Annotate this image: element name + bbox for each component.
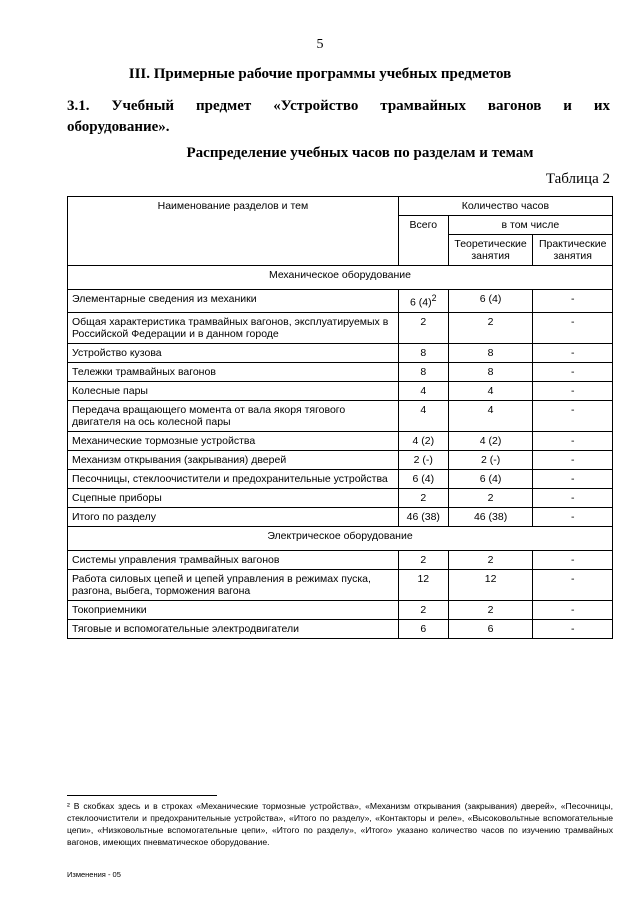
footnote: ² В скобках здесь и в строках «Механические тормозные устройства», «Механизм открывания (закрывания) дверей», «Песочницы, стеклоочистители и предохранительные устройства», «Итого по разделу», «Контакторы и реле», «Высоковольтные вспомогательные цепи», «Низковольтные вспомогательные цепи», «Итого по разделу», «Итого» указано количество часов по изучению трамвайных вагонов, имеющих пневматическое оборудование.	[67, 801, 613, 847]
row-name: Сцепные приборы	[68, 488, 399, 507]
row-total-value: 4	[420, 403, 427, 416]
row-total-value: 12	[417, 572, 430, 585]
row-theory: 6	[448, 619, 533, 638]
subject-title-line2: оборудование».	[67, 119, 170, 135]
table-row	[68, 569, 613, 600]
row-total-value: 6	[420, 622, 427, 635]
row-name: Токоприемники	[68, 600, 399, 619]
row-practice: -	[533, 290, 613, 313]
row-total	[398, 312, 448, 343]
row-practice: -	[533, 343, 613, 362]
row-name: Итого по разделу	[68, 507, 399, 526]
row-practice: -	[533, 600, 613, 619]
table-row	[68, 312, 613, 343]
table-row	[68, 400, 613, 431]
row-theory: 2	[448, 600, 533, 619]
distribution-title: Распределение учебных часов по разделам и темам	[186, 145, 534, 161]
row-total	[398, 362, 448, 381]
row-total-value: 46 (38)	[406, 510, 440, 523]
row-total-value: 4	[420, 384, 427, 397]
row-total-value: 8	[420, 365, 427, 378]
row-name: Элементарные сведения из механики	[68, 290, 399, 313]
row-theory: 2	[448, 488, 533, 507]
table-row	[68, 431, 613, 450]
row-total	[398, 450, 448, 469]
hours-table	[67, 196, 613, 639]
row-practice: -	[533, 381, 613, 400]
page-number: 5	[316, 37, 324, 52]
row-theory: 12	[448, 569, 533, 600]
row-practice: -	[533, 469, 613, 488]
header-name: Наименование разделов и тем	[68, 197, 399, 266]
row-theory: 2	[448, 312, 533, 343]
table-row	[68, 600, 613, 619]
row-practice: -	[533, 550, 613, 569]
row-total-value: 2 (-)	[413, 453, 433, 466]
row-total	[398, 507, 448, 526]
row-name: Колесные пары	[68, 381, 399, 400]
row-total	[398, 469, 448, 488]
row-name: Общая характеристика трамвайных вагонов, эксплуатируемых в Российской Федерации и в данном городе	[68, 312, 399, 343]
row-name: Механические тормозные устройства	[68, 431, 399, 450]
row-name: Устройство кузова	[68, 343, 399, 362]
table-row	[68, 550, 613, 569]
row-total-value: 2	[420, 553, 427, 566]
table-row	[68, 488, 613, 507]
row-practice: -	[533, 400, 613, 431]
header-total: Всего	[398, 216, 448, 266]
row-total	[398, 569, 448, 600]
table-row	[68, 450, 613, 469]
row-total-value: 6 (4)	[410, 296, 432, 309]
table-row	[68, 469, 613, 488]
row-theory: 4	[448, 381, 533, 400]
subject-title-line1: 3.1. Учебный предмет «Устройство трамвайных вагонов и их	[67, 98, 610, 114]
row-total-value: 6 (4)	[412, 472, 435, 485]
row-name: Передача вращающего момента от вала якоря тягового двигателя на ось колесной пары	[68, 400, 399, 431]
section-title-cell: Механическое оборудование	[68, 266, 613, 290]
row-practice: -	[533, 450, 613, 469]
changes-label: Изменения - 05	[67, 870, 121, 879]
row-total	[398, 381, 448, 400]
row-practice: -	[533, 569, 613, 600]
header-including: в том числе	[448, 216, 612, 235]
row-theory: 4	[448, 400, 533, 431]
row-total	[398, 400, 448, 431]
footnote-rule	[67, 795, 217, 796]
row-practice: -	[533, 619, 613, 638]
table-row	[68, 507, 613, 526]
section-title: III. Примерные рабочие программы учебных предметов	[128, 66, 512, 82]
row-theory: 6 (4)	[448, 290, 533, 313]
row-name: Системы управления трамвайных вагонов	[68, 550, 399, 569]
row-total-value: 2	[420, 603, 427, 616]
row-name: Тяговые и вспомогательные электродвигатели	[68, 619, 399, 638]
row-total	[398, 343, 448, 362]
header-theory: Теоретические занятия	[448, 235, 533, 266]
section-row	[68, 526, 613, 550]
row-total	[398, 619, 448, 638]
section-row	[68, 266, 613, 290]
row-theory: 8	[448, 362, 533, 381]
row-total	[398, 290, 448, 313]
row-practice: -	[533, 362, 613, 381]
row-theory: 6 (4)	[448, 469, 533, 488]
row-theory: 2 (-)	[448, 450, 533, 469]
header-quantity: Количество часов	[398, 197, 612, 216]
section-title-cell: Электрическое оборудование	[68, 526, 613, 550]
row-theory: 2	[448, 550, 533, 569]
row-name: Механизм открывания (закрывания) дверей	[68, 450, 399, 469]
row-total-value: 2	[420, 315, 427, 328]
row-name: Песочницы, стеклоочистители и предохранительные устройства	[68, 469, 399, 488]
row-name: Тележки трамвайных вагонов	[68, 362, 399, 381]
row-practice: -	[533, 488, 613, 507]
row-total	[398, 550, 448, 569]
table-row	[68, 290, 613, 313]
table-row	[68, 362, 613, 381]
table-label: Таблица 2	[545, 171, 610, 187]
table-row	[68, 619, 613, 638]
header-practice: Практические занятия	[533, 235, 613, 266]
row-theory: 8	[448, 343, 533, 362]
row-total	[398, 431, 448, 450]
row-practice: -	[533, 312, 613, 343]
row-total-value: 4 (2)	[412, 434, 435, 447]
table-row	[68, 381, 613, 400]
footnote-marker: 2	[431, 293, 437, 303]
row-total-value: 2	[420, 491, 427, 504]
row-theory: 46 (38)	[448, 507, 533, 526]
row-practice: -	[533, 431, 613, 450]
row-theory: 4 (2)	[448, 431, 533, 450]
row-total-value: 8	[420, 346, 427, 359]
table-row	[68, 343, 613, 362]
header-row	[68, 197, 613, 216]
row-total	[398, 600, 448, 619]
row-name: Работа силовых цепей и цепей управления в режимах пуска, разгона, выбега, торможения вагона	[68, 569, 399, 600]
row-practice: -	[533, 507, 613, 526]
row-total	[398, 488, 448, 507]
